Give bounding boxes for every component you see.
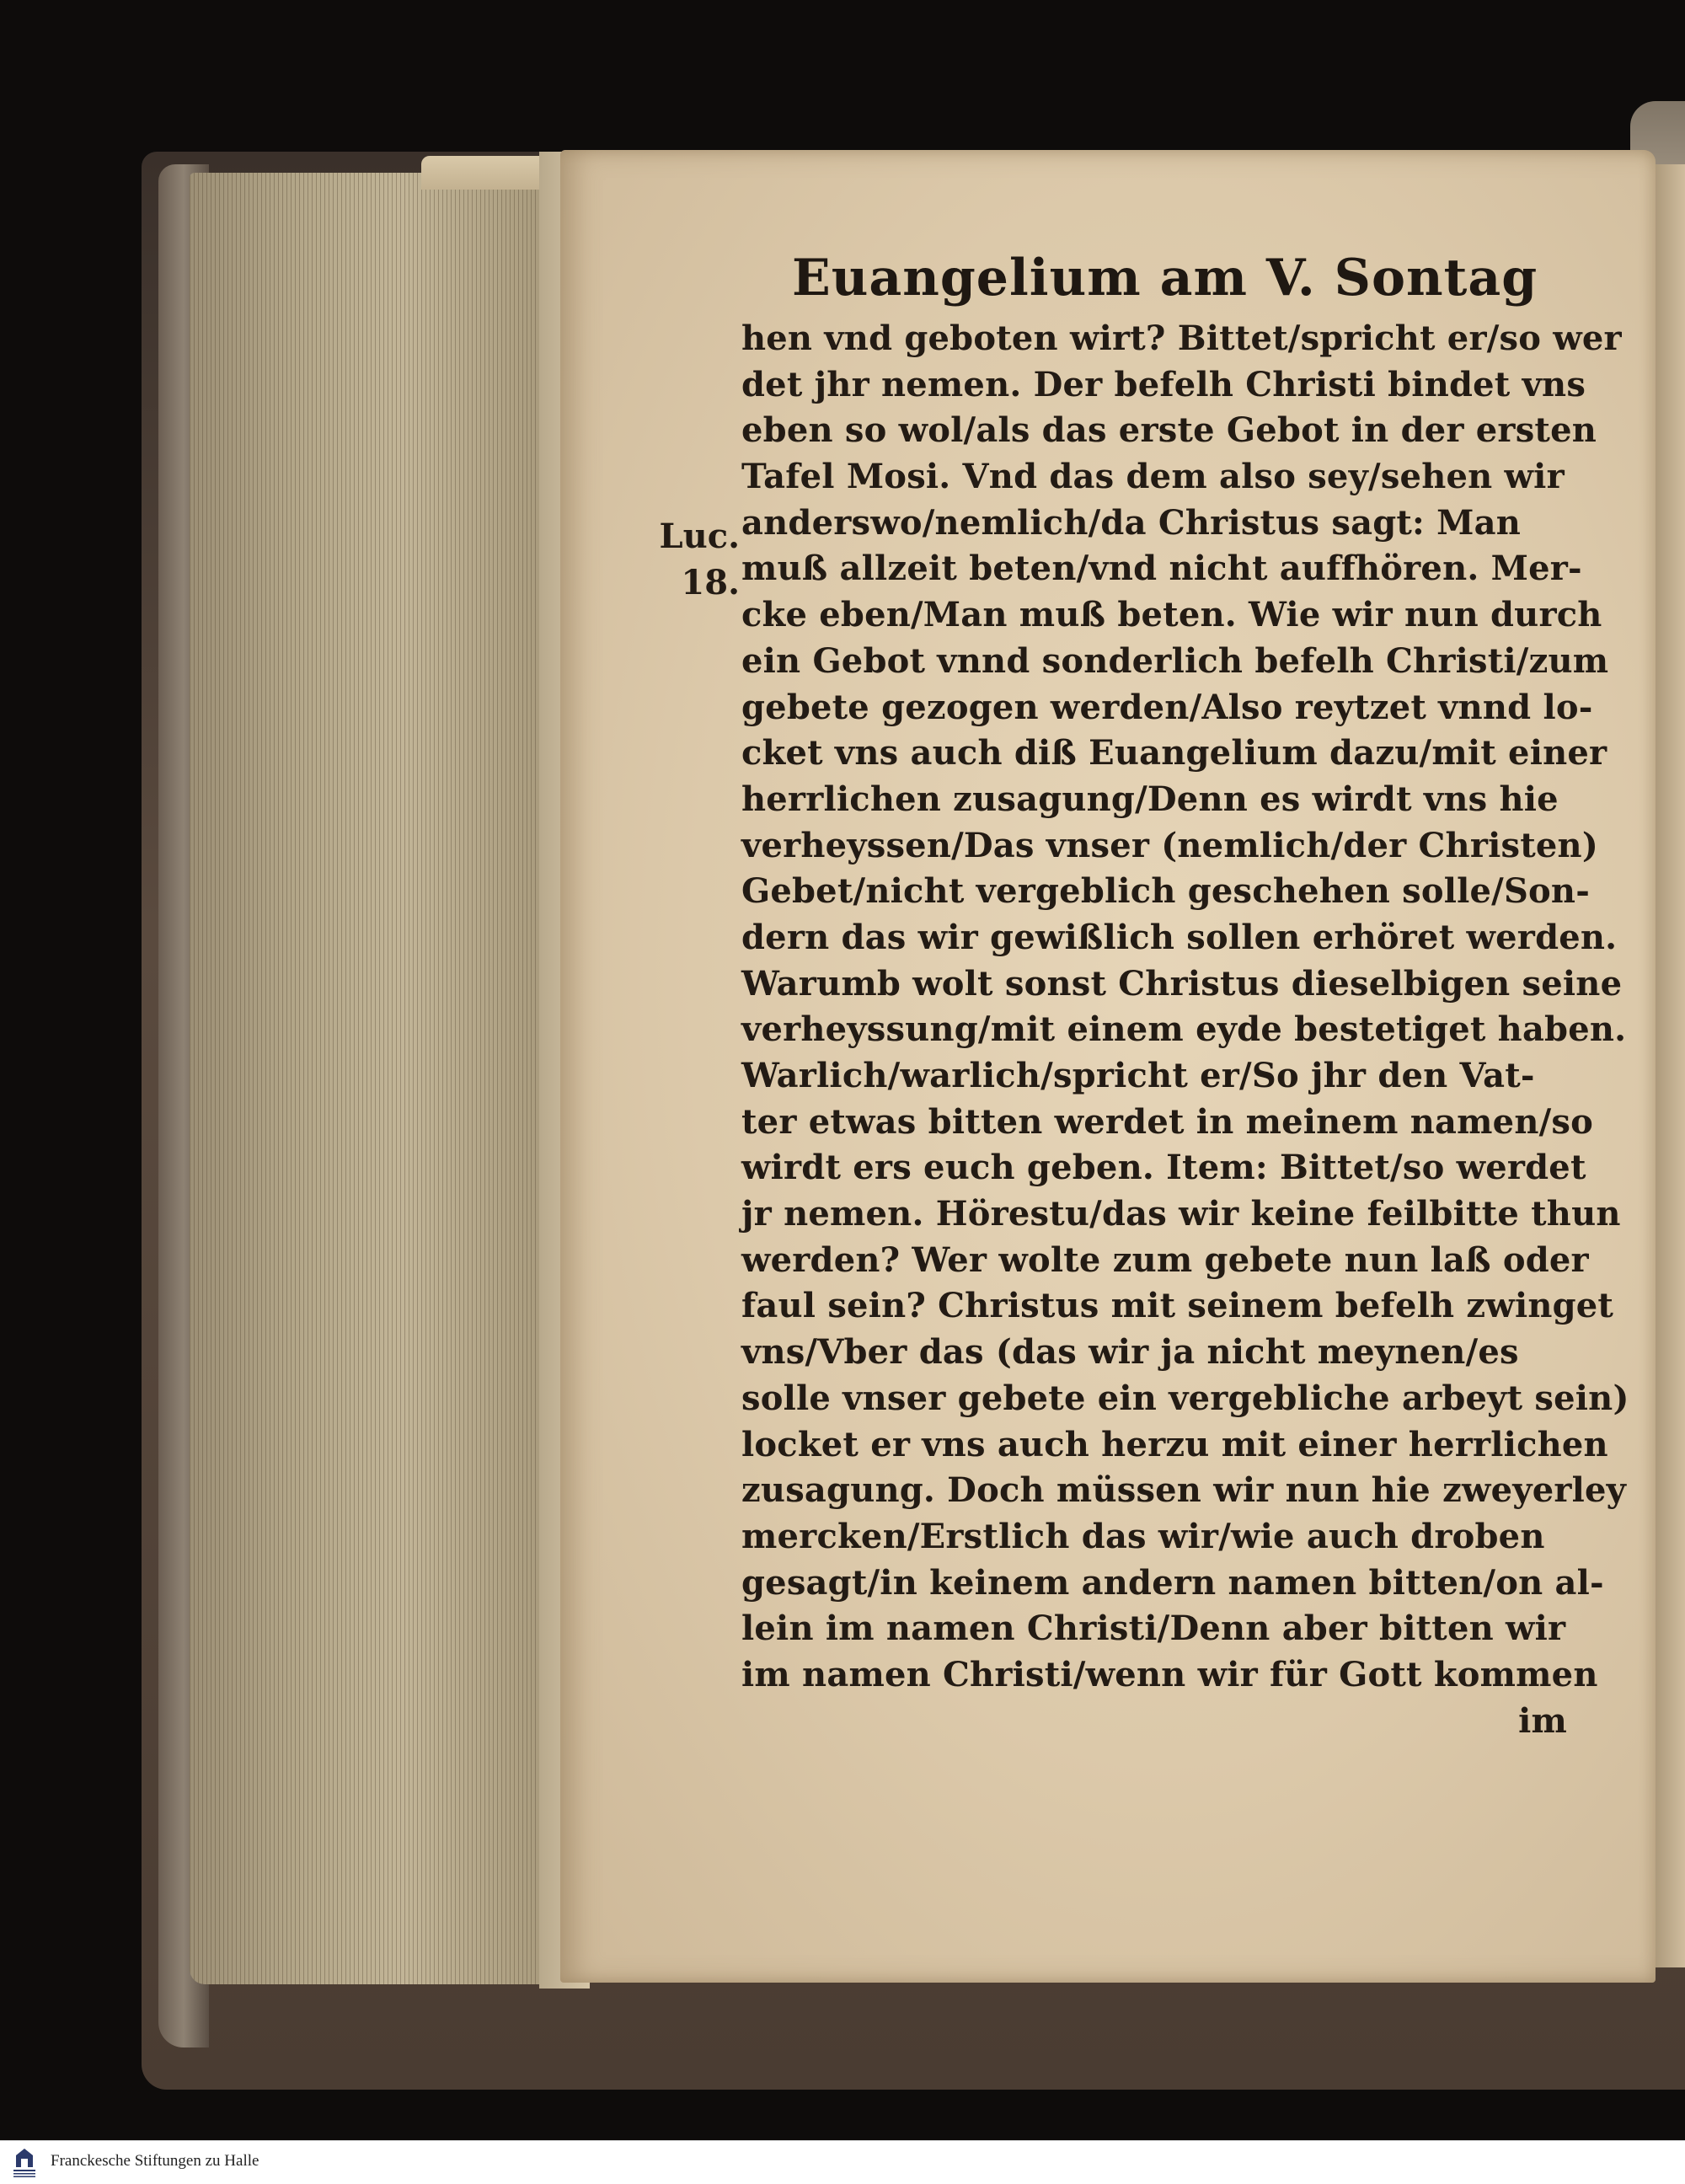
text-line: zusagung. Doch müssen wir nun hie zweyerley [741, 1470, 1627, 1511]
page-text [741, 316, 1629, 1744]
text-line: solle vnser gebete ein vergebliche arbeyt sein) [741, 1378, 1629, 1418]
page-edges [190, 173, 543, 1984]
text-line: herrlichen zusagung/Denn es wirdt vns hie [741, 779, 1559, 819]
institution-logo-icon [7, 2146, 42, 2180]
text-line: verheyssung/mit einem eyde bestetiget haben. [741, 1009, 1627, 1050]
text-line: Tafel Mosi. Vnd das dem also sey/sehen wir [741, 457, 1565, 497]
text-line: werden? Wer wolte zum gebete nun laß oder [741, 1239, 1589, 1280]
text-line: lein im namen Christi/Denn aber bitten wir [741, 1609, 1566, 1649]
catchword: im [1518, 1700, 1567, 1741]
text-line: det jhr nemen. Der befelh Christi bindet vns [741, 364, 1586, 404]
text-line: jr nemen. Hörestu/das wir keine feilbitte thun [741, 1194, 1621, 1234]
text-line: locket er vns auch herzu mit einer herrlichen [741, 1424, 1608, 1464]
text-line: Gebet/nicht vergeblich geschehen solle/Son- [741, 871, 1590, 912]
institution-name: Franckesche Stiftungen zu Halle [51, 2152, 259, 2170]
text-line: gesagt/in keinem andern namen bitten/on al- [741, 1562, 1604, 1603]
text-line: mercken/Erstlich das wir/wie auch droben [741, 1516, 1545, 1556]
text-line: ter etwas bitten werdet in meinem namen/so [741, 1101, 1594, 1142]
text-line: ein Gebot vnnd sonderlich befelh Christi/zum [741, 640, 1609, 681]
text-line: verheyssen/Das vnser (nemlich/der Christen) [741, 825, 1598, 865]
facing-page-edge [1651, 164, 1685, 1967]
text-line: im namen Christi/wenn wir für Gott kommen [741, 1654, 1598, 1694]
text-line: Warumb wolt sonst Christus dieselbigen seine [741, 963, 1623, 1004]
margin-note-line-1: Luc. [659, 517, 740, 556]
text-line: cket vns auch diß Euangelium dazu/mit einer [741, 733, 1607, 774]
viewer-footer [0, 2140, 1685, 2184]
text-line: vns/Vber das (das wir ja nicht meynen/es [741, 1332, 1519, 1373]
text-line: muß allzeit beten/vnd nicht auffhören. Mer- [741, 549, 1582, 589]
text-line: eben so wol/als das erste Gebot in der ersten [741, 410, 1597, 451]
text-line: faul sein? Christus mit seinem befelh zwinget [741, 1286, 1614, 1326]
text-line: Warlich/warlich/spricht er/So jhr den Vat- [741, 1056, 1535, 1095]
text-line: cke eben/Man muß beten. Wie wir nun durch [741, 595, 1602, 635]
text-line: wirdt ers euch geben. Item: Bittet/so werdet [741, 1148, 1586, 1188]
running-head: Euangelium am V. Sontag [792, 249, 1538, 308]
text-line: anderswo/nemlich/da Christus sagt: Man [741, 502, 1522, 543]
text-line: gebete gezogen werden/Also reytzet vnnd lo- [741, 687, 1593, 727]
text-line: dern das wir gewißlich sollen erhöret werden. [741, 917, 1618, 957]
margin-note-line-2: 18. [681, 563, 740, 602]
text-line: hen vnd geboten wirt? Bittet/spricht er/so wer [741, 318, 1622, 358]
